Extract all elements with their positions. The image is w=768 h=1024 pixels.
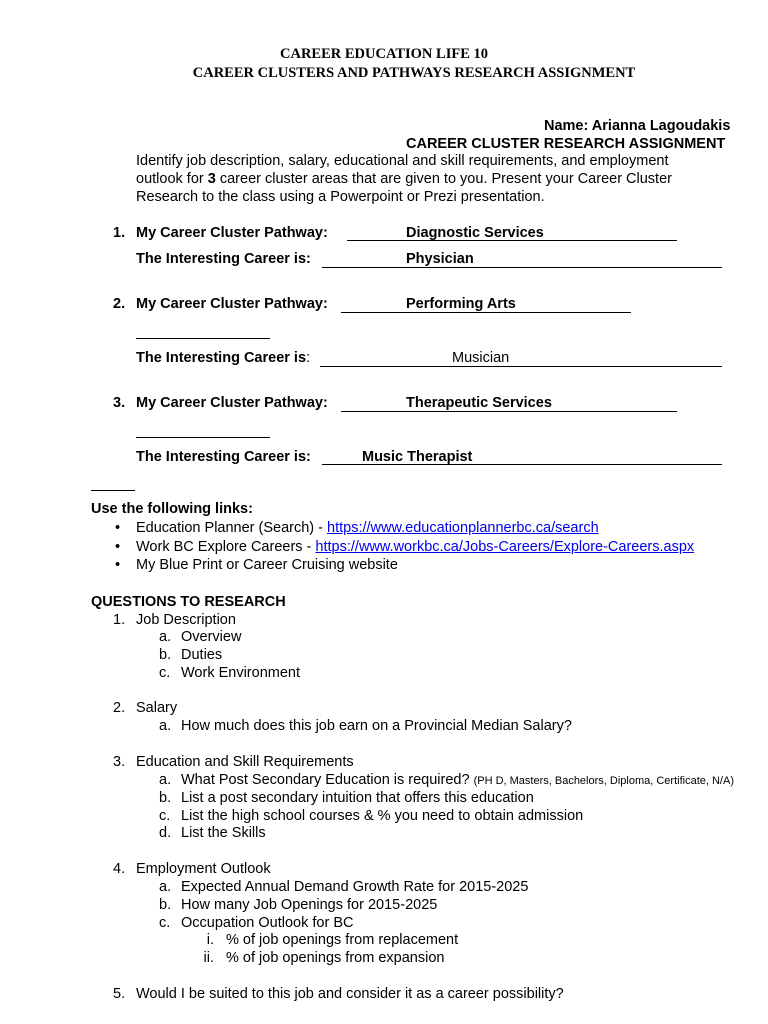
student-name: Name: Arianna Lagoudakis [544, 118, 731, 134]
q1c-text: Work Environment [181, 665, 300, 681]
q3c-letter: c. [159, 808, 171, 824]
intro-line-1: Identify job description, salary, educational and skill requirements, and employment [136, 153, 669, 169]
q5-text: Would I be suited to this job and consider it as a career possibility? [136, 986, 564, 1002]
intro-text-cont: career cluster areas that are given to you. Present your Career Cluster [215, 171, 672, 187]
cluster-3-pathway-label: My Career Cluster Pathway: [136, 395, 328, 411]
q4cii-text: % of job openings from expansion [226, 950, 445, 966]
q4c-text: Occupation Outlook for BC [181, 915, 354, 931]
cluster-1-pathway-label: My Career Cluster Pathway: [136, 225, 328, 241]
q3b-text: List a post secondary intuition that offers this education [181, 790, 534, 806]
q4cii-numeral: ii. [203, 950, 214, 966]
cluster-2-career-colon: : [306, 350, 311, 366]
cluster-2-career-value: Musician [452, 350, 510, 366]
intro-line-3: Research to the class using a Powerpoint or Prezi presentation. [136, 189, 545, 205]
cluster-3-career-label: The Interesting Career is: [136, 449, 311, 465]
q4-text: Employment Outlook [136, 861, 271, 877]
q1a-text: Overview [181, 629, 242, 645]
q3a-note: (PH D, Masters, Bachelors, Diploma, Certificate, N/A) [473, 775, 734, 787]
q3-number: 3. [113, 754, 126, 770]
q3a-text: What Post Secondary Education is required? [181, 772, 474, 788]
q4b-letter: b. [159, 897, 172, 913]
cluster-1-number: 1. [113, 225, 126, 241]
q3-text: Education and Skill Requirements [136, 754, 354, 770]
cluster-3-pathway-value: Therapeutic Services [406, 395, 552, 411]
q1-text: Job Description [136, 612, 236, 628]
q2-number: 2. [113, 700, 126, 716]
q4b-text: How many Job Openings for 2015-2025 [181, 897, 438, 913]
q1c-letter: c. [159, 665, 171, 681]
q2-text: Salary [136, 700, 178, 716]
cluster-2-number: 2. [113, 296, 126, 312]
cluster-2-career-label-wrap [136, 350, 310, 366]
q4-number: 4. [113, 861, 126, 877]
q3a-text-wrap [181, 772, 734, 788]
cluster-1-career-value: Physician [406, 251, 474, 267]
assignment-title: CAREER CLUSTER RESEARCH ASSIGNMENT [406, 136, 726, 152]
workbc-link[interactable]: https://www.workbc.ca/Jobs-Careers/Explore-Careers.aspx [315, 539, 695, 555]
education-planner-link[interactable]: https://www.educationplannerbc.ca/search [327, 520, 599, 536]
questions-heading: QUESTIONS TO RESEARCH [91, 594, 286, 610]
q4ci-text: % of job openings from replacement [226, 932, 459, 948]
link-item-text: Work BC Explore Careers - [136, 539, 316, 555]
cluster-2-pathway-label: My Career Cluster Pathway: [136, 296, 328, 312]
cluster-3-pathway-line [341, 411, 677, 412]
q3d-text: List the Skills [181, 825, 266, 841]
cluster-2-pathway-line [341, 312, 631, 313]
doc-title-line1: CAREER EDUCATION LIFE 10 [280, 46, 488, 62]
q2a-letter: a. [159, 718, 172, 734]
intro-text: outlook for [136, 171, 208, 187]
cluster-1-career-label: The Interesting Career is: [136, 251, 311, 267]
intro-line-2 [136, 171, 672, 187]
q3a-letter: a. [159, 772, 172, 788]
cluster-3-number: 3. [113, 395, 126, 411]
link-item-education-planner [136, 520, 599, 536]
q3b-letter: b. [159, 790, 172, 806]
q5-number: 5. [113, 986, 126, 1002]
cluster-3-pathway-line-cont [136, 437, 270, 438]
bullet-icon: • [115, 557, 121, 573]
cluster-2-career-label: The Interesting Career is [136, 350, 307, 366]
links-heading: Use the following links: [91, 501, 253, 517]
short-divider-line [91, 490, 135, 491]
q1b-letter: b. [159, 647, 172, 663]
cluster-1-career-line [322, 267, 722, 268]
link-item-text: Education Planner (Search) - [136, 520, 328, 536]
intro-count: 3 [207, 171, 216, 187]
cluster-2-pathway-line-cont [136, 338, 270, 339]
q4c-letter: c. [159, 915, 171, 931]
q1b-text: Duties [181, 647, 223, 663]
q2a-text: How much does this job earn on a Provincial Median Salary? [181, 718, 572, 734]
q1a-letter: a. [159, 629, 172, 645]
link-item-blueprint: My Blue Print or Career Cruising website [136, 557, 398, 573]
cluster-3-career-value: Music Therapist [362, 449, 473, 465]
q4a-text: Expected Annual Demand Growth Rate for 2015-2025 [181, 879, 529, 895]
q4a-letter: a. [159, 879, 172, 895]
cluster-1-pathway-value: Diagnostic Services [406, 225, 544, 241]
q3c-text: List the high school courses & % you need to obtain admission [181, 808, 584, 824]
bullet-icon: • [115, 539, 121, 555]
q4ci-numeral: i. [206, 932, 214, 948]
q3d-letter: d. [159, 825, 172, 841]
link-item-workbc [136, 539, 694, 555]
cluster-2-career-line [320, 366, 722, 367]
doc-title-line2: CAREER CLUSTERS AND PATHWAYS RESEARCH ASSIGNMENT [192, 65, 636, 81]
q1-number: 1. [113, 612, 126, 628]
cluster-2-pathway-value: Performing Arts [406, 296, 516, 312]
bullet-icon: • [115, 520, 121, 536]
